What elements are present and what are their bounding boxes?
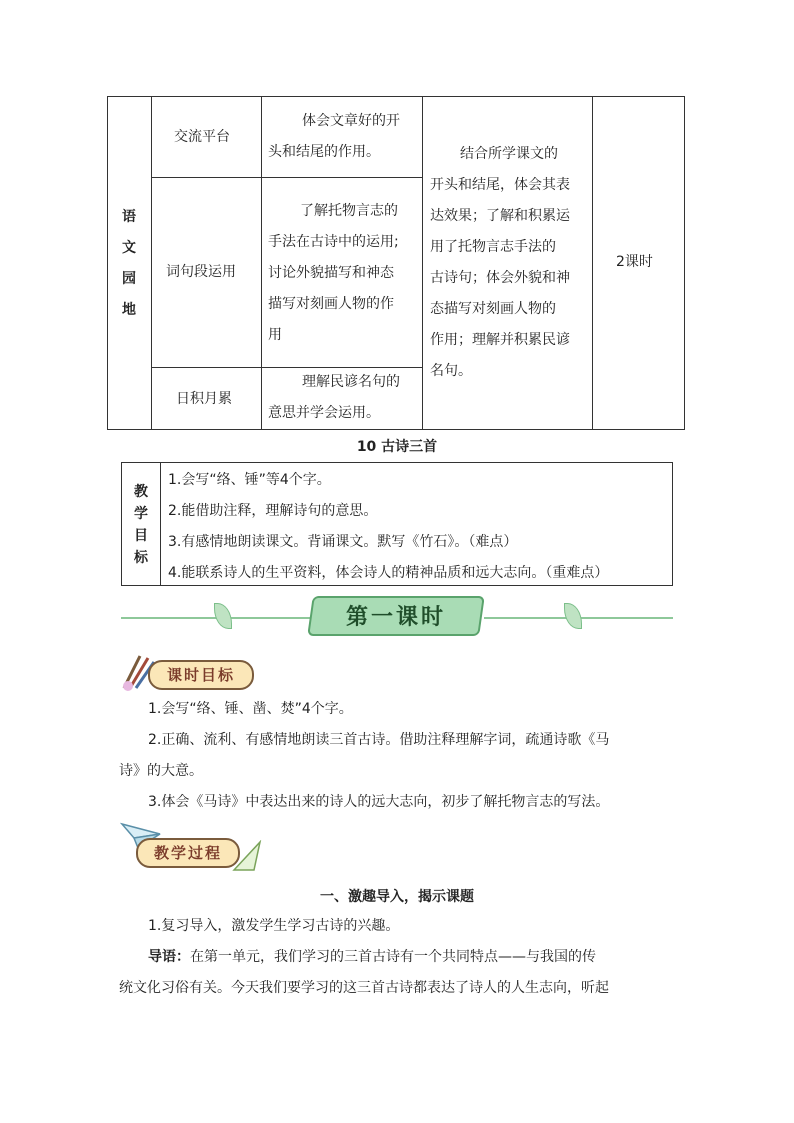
intro-line-2: 统文化习俗有关。今天我们要学习的这三首古诗都表达了诗人的人生志向，听起 bbox=[119, 980, 609, 996]
paper-plane-icon bbox=[232, 840, 262, 874]
objectives-table bbox=[121, 462, 673, 586]
badge-lesson-goals: 课时目标 bbox=[148, 660, 254, 690]
row-name-daily-accumulation: 日积月累 bbox=[176, 391, 232, 407]
section-label-yuwenyuandi: 语 文 园 地 bbox=[122, 209, 136, 318]
objective-item: 3.有感情地朗读课文。背诵课文。默写《竹石》。（难点） bbox=[168, 534, 518, 550]
goal-item: 3.体会《马诗》中表达出来的诗人的远大志向，初步了解托物言志的写法。 bbox=[148, 794, 610, 810]
leaf-icon bbox=[564, 603, 582, 629]
lesson-title: 10 古诗三首 bbox=[356, 439, 438, 455]
intro-line-1 bbox=[148, 942, 678, 973]
row-goal-daily-accumulation: 理解民谚名句的 意思并学会运用。 bbox=[268, 374, 400, 421]
section-heading: 一、激趣导入，揭示课题 bbox=[320, 889, 474, 905]
combined-goal: 结合所学课文的 开头和结尾，体会其表 达效果；了解和积累运 用了托物言志手法的 古诗句；体会外貌和神 态描写对刻画人物的 作用；理解并积累民谚 名句。 bbox=[430, 146, 570, 379]
class-hours: 2课时 bbox=[616, 254, 653, 270]
objective-item: 4.能联系诗人的生平资料，体会诗人的精神品质和远大志向。（重难点） bbox=[168, 565, 609, 581]
goal-item: 2.正确、流利、有感情地朗读三首古诗。借助注释理解字词，疏通诗歌《马 bbox=[148, 732, 610, 748]
objective-item: 2.能借助注释，理解诗句的意思。 bbox=[168, 503, 378, 519]
row-goal-communication: 体会文章好的开 头和结尾的作用。 bbox=[268, 113, 400, 160]
objectives-label: 教 学 目 标 bbox=[134, 484, 148, 566]
row-name-sentence-use: 词句段运用 bbox=[166, 264, 236, 280]
intro-label: 导语： bbox=[148, 949, 190, 965]
lesson-banner-title: 第一课时 bbox=[345, 605, 446, 630]
leaf-icon bbox=[214, 603, 232, 629]
objective-item: 1.会写“络、锤”等4个字。 bbox=[168, 472, 331, 488]
step-1: 1.复习导入，激发学生学习古诗的兴趣。 bbox=[148, 918, 400, 934]
goal-item: 诗》的大意。 bbox=[119, 763, 203, 779]
row-goal-sentence-use: 了解托物言志的 手法在古诗中的运用; 讨论外貌描写和神态 描写对刻画人物的作 用 bbox=[268, 203, 399, 343]
goal-item: 1.会写“络、锤、凿、焚”4个字。 bbox=[148, 701, 353, 717]
intro-text: 在第一单元，我们学习的三首古诗有一个共同特点——与我国的传 bbox=[190, 949, 596, 965]
badge-teaching-process: 教学过程 bbox=[136, 838, 240, 868]
row-name-communication: 交流平台 bbox=[174, 129, 230, 145]
